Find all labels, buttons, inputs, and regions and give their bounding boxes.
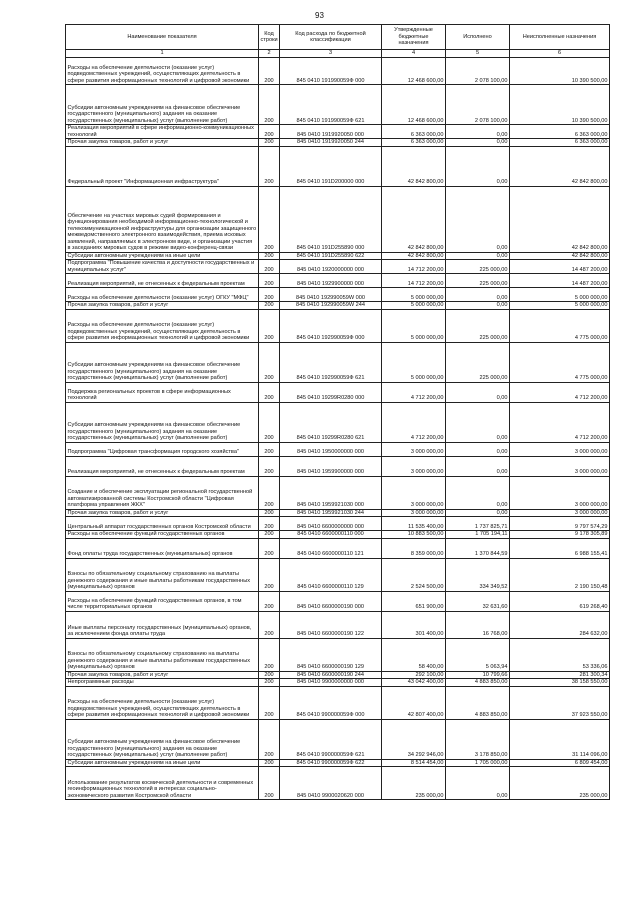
row-unexecuted-cell: 37 923 550,00 (510, 686, 610, 719)
row-line-code-cell: 200 (259, 719, 280, 759)
row-unexecuted-cell: 4 775 000,00 (510, 342, 610, 382)
row-unexecuted-cell: 10 390 500,00 (510, 58, 610, 85)
row-approved-cell: 2 524 500,00 (382, 558, 446, 591)
column-number: 6 (510, 50, 610, 58)
table-row (66, 309, 610, 342)
row-approved-cell: 6 363 000,00 (382, 139, 446, 147)
row-name-cell: Субсидии автономным учреждениям на финансовое обеспечение государственного (муниципального) задания на оказание государственных (муниципальных) услуг (выполнение работ) (66, 85, 259, 125)
row-name-cell: Взносы по обязательному социальному страхованию на выплаты денежного содержания и иные выплаты работникам государственных (муниципальных) органов (66, 638, 259, 671)
row-name-cell: Расходы на обеспечение деятельности (оказание услуг) ОГКУ "МФЦ" (66, 288, 259, 302)
row-classification-cell: 845 0410 192990059W 000 (280, 288, 382, 302)
row-unexecuted-cell: 281 300,34 (510, 671, 610, 679)
row-name-cell: Поддержка региональных проектов в сфере информационных технологий (66, 382, 259, 402)
row-approved-cell: 34 292 946,00 (382, 719, 446, 759)
row-executed-cell: 32 631,60 (446, 591, 510, 611)
row-approved-cell: 58 400,00 (382, 638, 446, 671)
row-approved-cell: 651 900,00 (382, 591, 446, 611)
row-name-cell: Субсидии автономным учреждениям на финансовое обеспечение государственного (муниципального) задания на оказание государственных (муниципальных) услуг (выполнение работ) (66, 719, 259, 759)
row-line-code-cell: 200 (259, 309, 280, 342)
row-classification-cell: 845 0410 192990059W 244 (280, 302, 382, 310)
row-line-code-cell: 200 (259, 186, 280, 252)
table-row (66, 186, 610, 252)
row-name-cell: Взносы по обязательному социальному страхованию на выплаты денежного содержания и иные выплаты работникам государственных (муниципальных) органов (66, 558, 259, 591)
row-approved-cell: 14 712 200,00 (382, 274, 446, 288)
row-unexecuted-cell: 235 000,00 (510, 767, 610, 800)
row-approved-cell: 14 712 200,00 (382, 260, 446, 274)
row-line-code-cell: 200 (259, 538, 280, 558)
table-row (66, 302, 610, 310)
row-approved-cell: 3 000 000,00 (382, 442, 446, 456)
row-approved-cell: 6 363 000,00 (382, 125, 446, 139)
header-name: Наименование показателя (66, 25, 259, 50)
row-unexecuted-cell: 6 363 000,00 (510, 125, 610, 139)
row-line-code-cell: 200 (259, 288, 280, 302)
row-executed-cell: 1 705 000,00 (446, 759, 510, 767)
row-classification-cell: 845 0410 990000059Ф 000 (280, 686, 382, 719)
table-row (66, 679, 610, 687)
row-classification-cell: 845 0410 990000059Ф 621 (280, 719, 382, 759)
row-unexecuted-cell: 9 797 574,29 (510, 517, 610, 531)
row-line-code-cell: 200 (259, 611, 280, 638)
row-approved-cell: 4 712 200,00 (382, 382, 446, 402)
row-classification-cell: 845 0410 9900020620 000 (280, 767, 382, 800)
row-classification-cell: 845 0410 1929900000 000 (280, 274, 382, 288)
row-executed-cell: 0,00 (446, 252, 510, 260)
table-row (66, 125, 610, 139)
row-name-cell: Прочая закупка товаров, работ и услуг (66, 302, 259, 310)
row-approved-cell: 3 000 000,00 (382, 509, 446, 517)
column-number-row (66, 50, 610, 58)
column-number: 3 (280, 50, 382, 58)
table-row (66, 538, 610, 558)
row-classification-cell: 845 0410 191D255890 622 (280, 252, 382, 260)
row-name-cell: Расходы на обеспечение деятельности (оказание услуг) подведомственных учреждений, осуществляющих деятельность в сфере развития информационных технологий и цифровой экономики (66, 686, 259, 719)
row-unexecuted-cell: 3 000 000,00 (510, 442, 610, 456)
table-row (66, 767, 610, 800)
table-row (66, 274, 610, 288)
row-executed-cell: 4 883 850,00 (446, 679, 510, 687)
row-approved-cell: 43 042 400,00 (382, 679, 446, 687)
row-approved-cell: 8 514 454,00 (382, 759, 446, 767)
row-approved-cell: 10 883 500,00 (382, 531, 446, 539)
row-name-cell: Субсидии автономным учреждениям на финансовое обеспечение государственного (муниципального) задания на оказание государственных (муниципальных) услуг (выполнение работ) (66, 342, 259, 382)
row-executed-cell: 0,00 (446, 302, 510, 310)
row-executed-cell: 0,00 (446, 382, 510, 402)
row-name-cell: Субсидии автономным учреждениям на финансовое обеспечение государственного (муниципального) задания на оказание государственных (муниципальных) услуг (выполнение работ) (66, 402, 259, 442)
row-unexecuted-cell: 31 114 096,00 (510, 719, 610, 759)
row-approved-cell: 3 000 000,00 (382, 476, 446, 509)
row-executed-cell: 0,00 (446, 186, 510, 252)
row-executed-cell: 2 078 100,00 (446, 85, 510, 125)
row-unexecuted-cell: 14 487 200,00 (510, 274, 610, 288)
table-row (66, 382, 610, 402)
row-name-cell: Подпрограмма "Цифровая трансформация городского хозяйства" (66, 442, 259, 456)
row-executed-cell: 1 737 825,71 (446, 517, 510, 531)
row-unexecuted-cell: 42 842 800,00 (510, 186, 610, 252)
table-row (66, 476, 610, 509)
row-approved-cell: 42 807 400,00 (382, 686, 446, 719)
row-unexecuted-cell: 284 632,00 (510, 611, 610, 638)
table-row (66, 509, 610, 517)
row-classification-cell: 845 0410 191D255890 000 (280, 186, 382, 252)
table-row (66, 456, 610, 476)
column-number: 4 (382, 50, 446, 58)
table-row (66, 719, 610, 759)
row-name-cell: Реализация мероприятий, не отнесенных к федеральным проектам (66, 274, 259, 288)
table-row (66, 288, 610, 302)
row-line-code-cell: 200 (259, 274, 280, 288)
row-approved-cell: 11 535 400,00 (382, 517, 446, 531)
row-name-cell: Расходы на обеспечение деятельности (оказание услуг) подведомственных учреждений, осуществляющих деятельность в сфере развития информационных технологий и цифровой экономики (66, 309, 259, 342)
row-classification-cell: 845 0410 19299R0280 000 (280, 382, 382, 402)
row-name-cell: Прочая закупка товаров, работ и услуг (66, 509, 259, 517)
row-unexecuted-cell: 6 988 155,41 (510, 538, 610, 558)
row-classification-cell: 845 0410 191D200000 000 (280, 146, 382, 186)
row-line-code-cell: 200 (259, 767, 280, 800)
row-approved-cell: 12 468 600,00 (382, 58, 446, 85)
row-line-code-cell: 200 (259, 591, 280, 611)
row-unexecuted-cell: 42 842 800,00 (510, 252, 610, 260)
row-name-cell: Реализация мероприятий, не отнесенных к федеральным проектам (66, 456, 259, 476)
row-unexecuted-cell: 5 000 000,00 (510, 288, 610, 302)
column-number: 5 (446, 50, 510, 58)
row-line-code-cell: 200 (259, 638, 280, 671)
row-name-cell: Расходы на обеспечение функций государственных органов (66, 531, 259, 539)
row-unexecuted-cell: 6 363 000,00 (510, 139, 610, 147)
header-executed: Исполнено (446, 25, 510, 50)
row-classification-cell: 845 0410 1919920050 244 (280, 139, 382, 147)
header-approved: Утвержденные бюджетные назначения (382, 25, 446, 50)
row-executed-cell: 1 370 844,59 (446, 538, 510, 558)
row-approved-cell: 235 000,00 (382, 767, 446, 800)
row-classification-cell: 845 0410 1919920050 000 (280, 125, 382, 139)
row-classification-cell: 845 0410 6600000190 244 (280, 671, 382, 679)
row-classification-cell: 845 0410 9900000000 000 (280, 679, 382, 687)
row-unexecuted-cell: 6 809 454,00 (510, 759, 610, 767)
table-row (66, 517, 610, 531)
row-line-code-cell: 200 (259, 476, 280, 509)
row-classification-cell: 845 0410 6600000190 000 (280, 591, 382, 611)
row-executed-cell: 2 078 100,00 (446, 58, 510, 85)
row-executed-cell: 225 000,00 (446, 274, 510, 288)
row-unexecuted-cell: 619 268,40 (510, 591, 610, 611)
row-executed-cell: 0,00 (446, 146, 510, 186)
row-name-cell: Непрограммные расходы (66, 679, 259, 687)
row-executed-cell: 0,00 (446, 767, 510, 800)
budget-report-table (65, 24, 610, 800)
row-line-code-cell: 200 (259, 686, 280, 719)
table-row (66, 611, 610, 638)
table-row (66, 591, 610, 611)
table-row (66, 759, 610, 767)
row-classification-cell: 845 0410 6600000110 000 (280, 531, 382, 539)
row-classification-cell: 845 0410 191990059Ф 000 (280, 58, 382, 85)
row-classification-cell: 845 0410 6600000190 129 (280, 638, 382, 671)
row-executed-cell: 0,00 (446, 402, 510, 442)
row-approved-cell: 5 000 000,00 (382, 288, 446, 302)
column-number: 1 (66, 50, 259, 58)
row-classification-cell: 845 0410 6600000110 129 (280, 558, 382, 591)
row-name-cell: Прочая закупка товаров, работ и услуг (66, 671, 259, 679)
table-row (66, 442, 610, 456)
row-line-code-cell: 200 (259, 509, 280, 517)
row-executed-cell: 5 063,94 (446, 638, 510, 671)
row-line-code-cell: 200 (259, 139, 280, 147)
row-unexecuted-cell: 14 487 200,00 (510, 260, 610, 274)
table-row (66, 402, 610, 442)
row-approved-cell: 5 000 000,00 (382, 302, 446, 310)
table-row (66, 58, 610, 85)
row-approved-cell: 8 359 000,00 (382, 538, 446, 558)
row-unexecuted-cell: 10 390 500,00 (510, 85, 610, 125)
table-row (66, 139, 610, 147)
row-classification-cell: 845 0410 1959900000 000 (280, 456, 382, 476)
row-executed-cell: 0,00 (446, 476, 510, 509)
table-body (66, 58, 610, 800)
row-executed-cell: 1 705 194,11 (446, 531, 510, 539)
row-line-code-cell: 200 (259, 759, 280, 767)
row-classification-cell: 845 0410 192990059Ф 000 (280, 309, 382, 342)
row-classification-cell: 845 0410 191990059Ф 621 (280, 85, 382, 125)
row-line-code-cell: 200 (259, 146, 280, 186)
row-executed-cell: 0,00 (446, 456, 510, 476)
row-unexecuted-cell: 53 336,06 (510, 638, 610, 671)
row-approved-cell: 3 000 000,00 (382, 456, 446, 476)
row-unexecuted-cell: 5 000 000,00 (510, 302, 610, 310)
row-approved-cell: 42 842 800,00 (382, 146, 446, 186)
row-unexecuted-cell: 4 775 000,00 (510, 309, 610, 342)
table-row (66, 146, 610, 186)
row-line-code-cell: 200 (259, 302, 280, 310)
row-unexecuted-cell: 3 000 000,00 (510, 476, 610, 509)
row-line-code-cell: 200 (259, 260, 280, 274)
row-executed-cell: 10 799,66 (446, 671, 510, 679)
header-line-code: Код строки (259, 25, 280, 50)
row-name-cell: Расходы на обеспечение функций государственных органов, в том числе территориальных органов (66, 591, 259, 611)
row-approved-cell: 5 000 000,00 (382, 342, 446, 382)
row-line-code-cell: 200 (259, 442, 280, 456)
row-name-cell: Создание и обеспечение эксплуатации региональной государственной автоматизированной системы Костромской области "Цифровая платформа управления ЖКХ" (66, 476, 259, 509)
table-row (66, 260, 610, 274)
row-executed-cell: 0,00 (446, 288, 510, 302)
row-line-code-cell: 200 (259, 558, 280, 591)
row-unexecuted-cell: 38 158 550,00 (510, 679, 610, 687)
row-classification-cell: 845 0410 990000059Ф 622 (280, 759, 382, 767)
row-approved-cell: 12 468 600,00 (382, 85, 446, 125)
row-executed-cell: 4 883 850,00 (446, 686, 510, 719)
row-classification-cell: 845 0410 19299R0280 621 (280, 402, 382, 442)
row-name-cell: Субсидии автономным учреждениям на иные цели (66, 759, 259, 767)
row-line-code-cell: 200 (259, 679, 280, 687)
row-executed-cell: 3 178 850,00 (446, 719, 510, 759)
row-name-cell: Федеральный проект "Информационная инфраструктура" (66, 146, 259, 186)
row-executed-cell: 0,00 (446, 442, 510, 456)
row-line-code-cell: 200 (259, 58, 280, 85)
row-line-code-cell: 200 (259, 517, 280, 531)
row-line-code-cell: 200 (259, 671, 280, 679)
row-approved-cell: 301 400,00 (382, 611, 446, 638)
table-row (66, 638, 610, 671)
table-row (66, 85, 610, 125)
row-line-code-cell: 200 (259, 125, 280, 139)
row-executed-cell: 225 000,00 (446, 260, 510, 274)
row-name-cell: Расходы на обеспечение деятельности (оказание услуг) подведомственных учреждений, осуществляющих деятельность в сфере развития информационных технологий и цифровой экономики (66, 58, 259, 85)
row-classification-cell: 845 0410 192990059Ф 621 (280, 342, 382, 382)
page-number: 93 (315, 11, 324, 20)
row-name-cell: Иные выплаты персоналу государственных (муниципальных) органов, за исключением фонда оплаты труда (66, 611, 259, 638)
row-line-code-cell: 200 (259, 382, 280, 402)
row-approved-cell: 292 100,00 (382, 671, 446, 679)
row-name-cell: Обеспечение на участках мировых судей формирования и функционирования необходимой информационно-технологической и телекоммуникационной инфраструктуры для организации защищенного межведомственного электронного взаимодействия, приема исковых заявлений, направляемых в электронном виде, и организации участия в заседаниях мировых судов в режиме видео-конференц-связи (66, 186, 259, 252)
row-classification-cell: 845 0410 6600000110 121 (280, 538, 382, 558)
row-executed-cell: 16 768,00 (446, 611, 510, 638)
row-name-cell: Фонд оплаты труда государственных (муниципальных) органов (66, 538, 259, 558)
row-classification-cell: 845 0410 1920000000 000 (280, 260, 382, 274)
row-classification-cell: 845 0410 6600000000 000 (280, 517, 382, 531)
row-unexecuted-cell: 2 190 150,48 (510, 558, 610, 591)
row-line-code-cell: 200 (259, 342, 280, 382)
row-approved-cell: 4 712 200,00 (382, 402, 446, 442)
row-line-code-cell: 200 (259, 402, 280, 442)
table-row (66, 671, 610, 679)
table-row (66, 342, 610, 382)
row-line-code-cell: 200 (259, 456, 280, 476)
row-line-code-cell: 200 (259, 252, 280, 260)
row-executed-cell: 334 349,52 (446, 558, 510, 591)
column-number: 2 (259, 50, 280, 58)
row-name-cell: Использование результатов космической деятельности и современных геоинформационных технологий в интересах социально-экономического развития Костромской области (66, 767, 259, 800)
header-classification: Код расхода по бюджетной классификации (280, 25, 382, 50)
row-classification-cell: 845 0410 1959921030 000 (280, 476, 382, 509)
table-header-row (66, 25, 610, 50)
row-executed-cell: 0,00 (446, 509, 510, 517)
row-executed-cell: 225 000,00 (446, 342, 510, 382)
row-unexecuted-cell: 42 842 800,00 (510, 146, 610, 186)
row-approved-cell: 42 842 800,00 (382, 186, 446, 252)
row-approved-cell: 5 000 000,00 (382, 309, 446, 342)
row-unexecuted-cell: 9 178 305,89 (510, 531, 610, 539)
row-executed-cell: 0,00 (446, 125, 510, 139)
row-executed-cell: 0,00 (446, 139, 510, 147)
row-classification-cell: 845 0410 1950000000 000 (280, 442, 382, 456)
table-row (66, 686, 610, 719)
row-unexecuted-cell: 3 000 000,00 (510, 509, 610, 517)
header-unexecuted: Неисполненные назначения (510, 25, 610, 50)
row-name-cell: Центральный аппарат государственных органов Костромской области (66, 517, 259, 531)
row-line-code-cell: 200 (259, 85, 280, 125)
table-row (66, 558, 610, 591)
row-name-cell: Подпрограмма "Повышение качества и доступности государственных и муниципальных услуг" (66, 260, 259, 274)
row-approved-cell: 42 842 800,00 (382, 252, 446, 260)
row-executed-cell: 225 000,00 (446, 309, 510, 342)
row-unexecuted-cell: 4 712 200,00 (510, 402, 610, 442)
row-name-cell: Прочая закупка товаров, работ и услуг (66, 139, 259, 147)
row-name-cell: Субсидии автономным учреждениям на иные цели (66, 252, 259, 260)
row-classification-cell: 845 0410 1959921030 244 (280, 509, 382, 517)
table-row (66, 531, 610, 539)
row-unexecuted-cell: 3 000 000,00 (510, 456, 610, 476)
row-line-code-cell: 200 (259, 531, 280, 539)
row-name-cell: Реализация мероприятий в сфере информационно-коммуникационных технологий (66, 125, 259, 139)
row-unexecuted-cell: 4 712 200,00 (510, 382, 610, 402)
table-row (66, 252, 610, 260)
row-classification-cell: 845 0410 6600000190 122 (280, 611, 382, 638)
